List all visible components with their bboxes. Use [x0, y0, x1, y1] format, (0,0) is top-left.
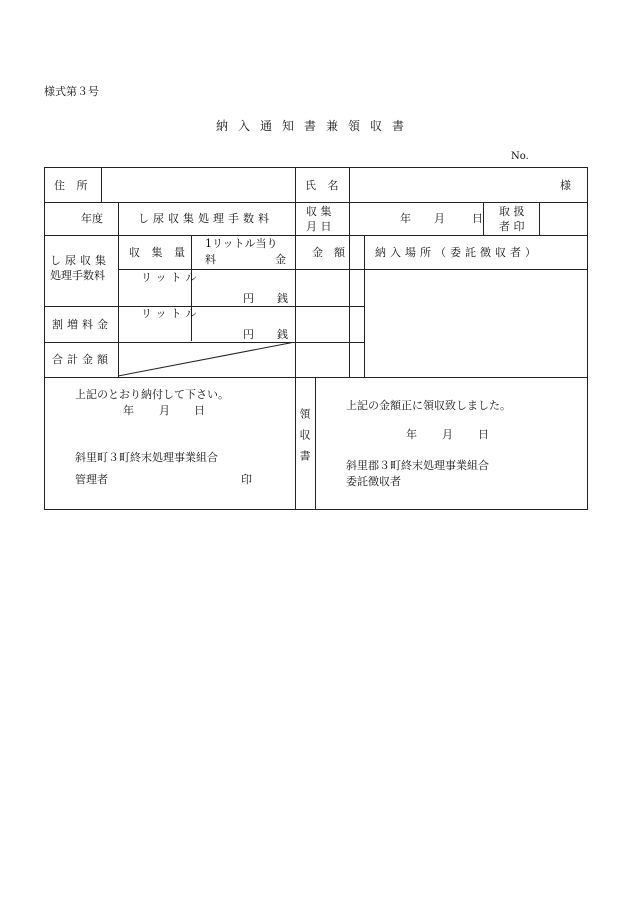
fee-label: 処理手数料 — [50, 269, 105, 282]
collection-date-label: 月 日 — [306, 220, 332, 233]
divider — [45, 235, 587, 236]
divider — [45, 202, 587, 203]
yen-unit: 円 — [243, 292, 254, 305]
name-label: 氏 名 — [305, 179, 343, 192]
unit-price-header: 金 — [275, 253, 286, 266]
receipt-day: 日 — [478, 428, 489, 441]
quantity-header: 収 集 量 — [129, 246, 189, 259]
unit-price-header: 料 — [205, 253, 216, 266]
surcharge-label: 割増料金 — [52, 318, 112, 331]
receipt-month: 月 — [442, 428, 453, 441]
honorific: 様 — [560, 179, 571, 192]
receipt-text: 上記の金額正に領収致しました。 — [346, 399, 511, 412]
collection-date-label: 収 集 — [306, 205, 332, 218]
month-label: 月 — [434, 212, 445, 225]
sen-unit: 銭 — [277, 328, 288, 341]
form-table — [44, 167, 588, 510]
divider — [315, 377, 316, 510]
divider — [364, 235, 365, 377]
collector-label: 委託徴収者 — [346, 475, 401, 488]
address-label: 住 所 — [54, 179, 92, 192]
number-label: No. — [511, 151, 529, 162]
divider — [349, 168, 350, 377]
fee-name: し尿収集処理手数料 — [138, 212, 273, 225]
divider — [45, 377, 587, 378]
name-field[interactable] — [357, 180, 517, 194]
document-title: 納入通知書兼領収書 — [215, 119, 414, 133]
divider — [118, 269, 587, 270]
unit-price-header: 1リットル当り — [205, 237, 278, 250]
receipt-org: 斜里郡３町終末処理事業組合 — [346, 459, 489, 472]
form-number: 様式第３号 — [44, 85, 99, 98]
year-label: 年 — [400, 212, 411, 225]
fee-label: し尿収集 — [50, 254, 110, 267]
divider — [295, 168, 296, 510]
sen-unit: 銭 — [277, 292, 288, 305]
handler-seal-label: 者 印 — [499, 220, 525, 233]
divider — [191, 235, 192, 341]
receipt-year: 年 — [406, 428, 417, 441]
divider — [539, 202, 540, 235]
divider — [101, 168, 102, 202]
receipt-vertical-label: 領収書 — [298, 408, 311, 471]
amount-header: 金 額 — [312, 246, 345, 259]
yen-unit: 円 — [243, 328, 254, 341]
manager-label: 管理者 — [75, 473, 108, 486]
handler-seal-label: 取 扱 — [499, 205, 525, 218]
notice-year: 年 — [123, 404, 134, 417]
liter-unit: リットル — [141, 271, 201, 284]
notice-text: 上記のとおり納付して下さい。 — [75, 388, 229, 401]
total-label: 合計金額 — [52, 353, 112, 366]
liter-unit: リットル — [141, 307, 201, 320]
divider — [483, 202, 484, 235]
fiscal-year-label: 年度 — [81, 212, 103, 225]
divider — [45, 306, 364, 307]
day-label: 日 — [472, 212, 483, 225]
notice-day: 日 — [194, 404, 205, 417]
notice-month: 月 — [159, 404, 170, 417]
diagonal-strike — [118, 342, 295, 377]
notice-issuer: 斜里町３町終末処理事業組合 — [75, 451, 218, 464]
seal-mark: 印 — [241, 473, 252, 486]
handler-seal-field[interactable] — [543, 206, 583, 232]
payment-place-header: 納入場所（委託徴収者） — [375, 246, 540, 259]
